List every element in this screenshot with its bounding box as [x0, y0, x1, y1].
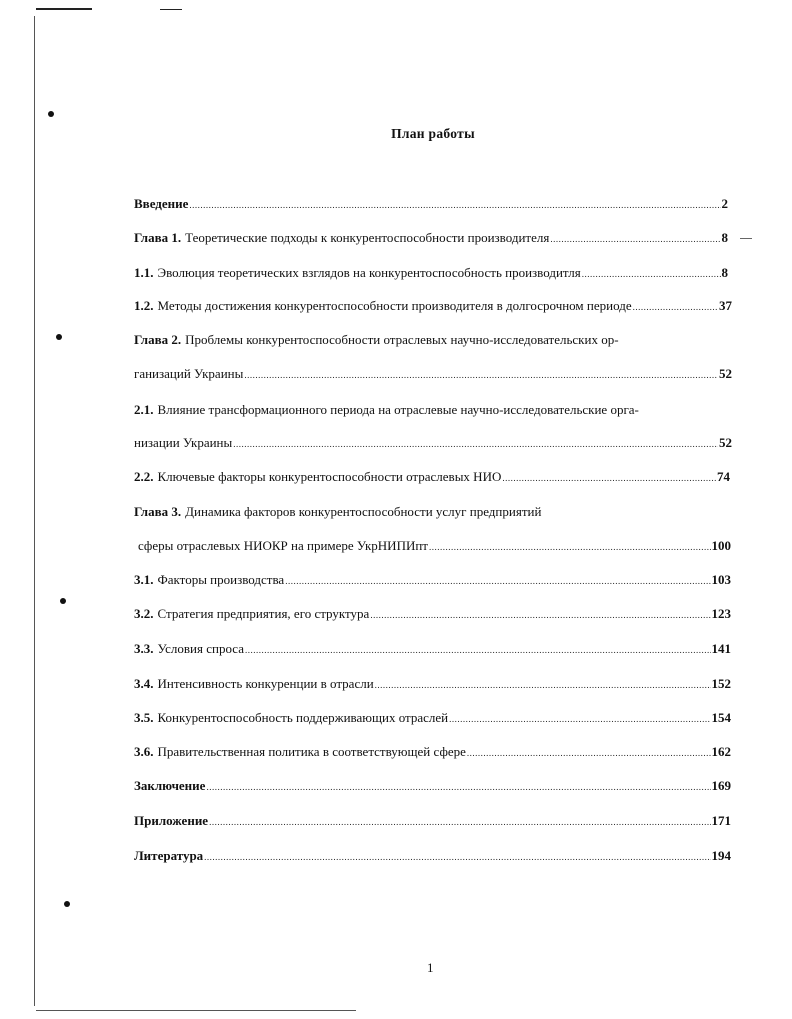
- toc-entry-title: Ключевые факторы конкурентоспособности отраслевых НИО: [157, 469, 502, 484]
- toc-entry-title: Теоретические подходы к конкурентоспособности производителя: [185, 230, 550, 245]
- toc-entry-page: 123: [711, 606, 731, 621]
- scan-edge-left: [34, 16, 35, 1006]
- toc-entry-page: 194: [711, 848, 731, 863]
- binder-hole-dot: [60, 598, 66, 604]
- toc-entry-page: 100: [711, 538, 731, 553]
- toc-entry-page: 152: [711, 676, 731, 691]
- toc-entry-title: сферы отраслевых НИОКР на примере УкрНИПИпт: [138, 538, 428, 553]
- toc-entry-title: Факторы производства: [157, 572, 285, 587]
- toc-entry: [134, 572, 731, 590]
- toc-entry-title: Интенсивность конкуренции в отрасли: [157, 676, 374, 691]
- toc-entry: [134, 332, 708, 350]
- toc-entry-title: Проблемы конкурентоспособности отраслевых научно-исследовательских ор-: [185, 332, 619, 347]
- toc-entry-page: 103: [711, 572, 731, 587]
- toc-leader-dots: [370, 609, 710, 622]
- toc-entry-title: Стратегия предприятия, его структура: [157, 606, 370, 621]
- toc-leader-dots: [502, 472, 716, 485]
- toc-entry-title: Правительственная политика в соответствующей сфере: [157, 744, 466, 759]
- toc-leader-dots: [582, 268, 721, 281]
- toc-entry-page: 171: [711, 813, 731, 828]
- toc-entry: [134, 196, 728, 214]
- toc-entry-title: ганизаций Украины: [134, 366, 244, 381]
- toc-entry-title: Литература: [134, 848, 204, 863]
- toc-leader-dots: [245, 644, 711, 657]
- binder-hole-dot: [56, 334, 62, 340]
- page-number: 1: [427, 960, 434, 975]
- toc-entry-number: Глава 1.: [134, 230, 182, 245]
- toc-entry-number: 3.3.: [134, 641, 154, 656]
- toc-leader-dots: [449, 713, 710, 726]
- toc-entry: [134, 298, 732, 316]
- binder-hole-dot: [64, 901, 70, 907]
- toc-entry-page: 169: [711, 778, 731, 793]
- toc-leader-dots: [633, 301, 718, 314]
- page-title: План работы: [391, 126, 475, 141]
- toc-entry: [134, 848, 731, 866]
- toc-entry-title: Конкурентоспособность поддерживающих отраслей: [157, 710, 449, 725]
- toc-entry-title: Условия спроса: [157, 641, 244, 656]
- toc-entry: [134, 710, 731, 728]
- scan-edge-top-short: [160, 9, 182, 10]
- toc-entry-number: 2.1.: [134, 402, 154, 417]
- scan-tick-right: [740, 238, 752, 239]
- toc-entry-page: 74: [717, 469, 730, 484]
- toc-entry: [134, 641, 731, 659]
- toc-leader-dots: [467, 747, 711, 760]
- toc-entry-page: 8: [721, 230, 728, 245]
- scan-edge-top: [36, 8, 92, 10]
- toc-entry: [134, 744, 731, 762]
- toc-entry-title: Приложение: [134, 813, 209, 828]
- toc-entry-number: 2.2.: [134, 469, 154, 484]
- toc-leader-dots: [550, 233, 720, 246]
- toc-entry: [134, 813, 731, 831]
- toc-leader-dots: [206, 781, 710, 794]
- toc-entry: [134, 402, 712, 420]
- toc-entry-title: Методы достижения конкурентоспособности производителя в долгосрочном периоде: [157, 298, 632, 313]
- toc-entry: [134, 504, 632, 522]
- scan-edge-bottom: [36, 1010, 356, 1011]
- toc-entry-page: 52: [719, 366, 732, 381]
- toc-entry: [134, 230, 728, 248]
- toc-entry-page: 37: [719, 298, 732, 313]
- toc-entry-title: Введение: [134, 196, 189, 211]
- toc-entry-page: 8: [721, 265, 728, 280]
- toc-entry-number: 3.1.: [134, 572, 154, 587]
- toc-leader-dots: [375, 679, 711, 692]
- toc-entry-page: 141: [711, 641, 731, 656]
- toc-entry-title: Заключение: [134, 778, 206, 793]
- toc-entry-title: низации Украины: [134, 435, 233, 450]
- toc-leader-dots: [244, 369, 718, 382]
- toc-entry-page: 2: [721, 196, 728, 211]
- toc-entry: [134, 469, 730, 487]
- toc-entry: [134, 676, 731, 694]
- toc-entry-number: Глава 2.: [134, 332, 182, 347]
- toc-entry-number: 3.2.: [134, 606, 154, 621]
- toc-leader-dots: [429, 541, 711, 554]
- binder-hole-dot: [48, 111, 54, 117]
- toc-entry-number: 3.5.: [134, 710, 154, 725]
- toc-leader-dots: [285, 575, 710, 588]
- toc-entry: [138, 538, 731, 556]
- toc-entry-page: 154: [711, 710, 731, 725]
- toc-entry-page: 162: [711, 744, 731, 759]
- toc-entry: [134, 366, 732, 384]
- toc-entry: [134, 435, 732, 453]
- toc-leader-dots: [189, 199, 720, 212]
- toc-entry-number: Глава 3.: [134, 504, 182, 519]
- toc-entry-number: 1.1.: [134, 265, 154, 280]
- toc-entry-number: 1.2.: [134, 298, 154, 313]
- toc-leader-dots: [204, 851, 710, 864]
- toc-entry-page: 52: [719, 435, 732, 450]
- toc-entry-title: Динамика факторов конкурентоспособности услуг предприятий: [185, 504, 542, 519]
- toc-entry: [134, 606, 731, 624]
- toc-entry-title: Влияние трансформационного периода на отраслевые научно-исследовательские орга-: [157, 402, 639, 417]
- toc-entry: [134, 265, 728, 283]
- toc-entry-title: Эволюция теоретических взглядов на конкурентоспособность производитля: [157, 265, 581, 280]
- toc-leader-dots: [209, 816, 710, 829]
- toc-entry-number: 3.4.: [134, 676, 154, 691]
- toc-entry: [134, 778, 731, 796]
- toc-entry-number: 3.6.: [134, 744, 154, 759]
- toc-leader-dots: [233, 438, 718, 451]
